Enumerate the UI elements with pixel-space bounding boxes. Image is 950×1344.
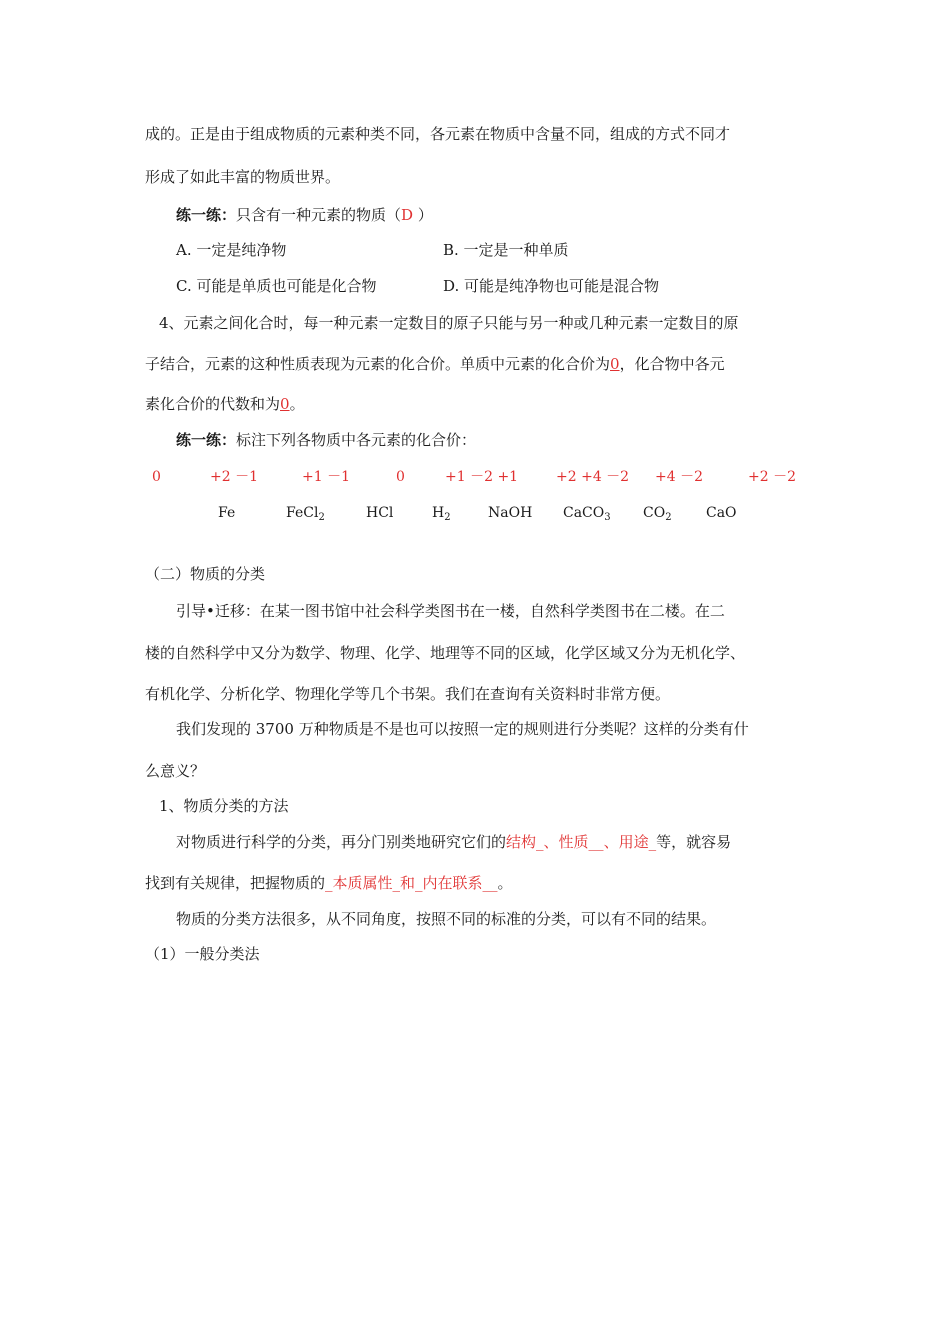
formula-naoh bbox=[488, 503, 532, 523]
formula-text: Fe bbox=[218, 505, 236, 521]
sub-heading-general-classification: （1）一般分类法 bbox=[145, 945, 260, 963]
formula-subscript: 2 bbox=[318, 512, 325, 523]
formula-subscript: 2 bbox=[444, 512, 451, 523]
separator: 、 bbox=[543, 833, 559, 851]
formula-cao bbox=[706, 503, 737, 523]
formula-text: CaCO bbox=[563, 505, 605, 521]
point-4-line-2-end: ，化合物中各元 bbox=[619, 355, 725, 373]
practice-2-instruction bbox=[176, 430, 476, 450]
method-line-1-text: 对物质进行科学的分类，再分门别类地研究它们的 bbox=[176, 833, 507, 851]
formula-hcl bbox=[366, 503, 393, 523]
method-line-2-text: 找到有关规律，把握物质的 bbox=[145, 874, 326, 892]
point-4-line-3-text: 素化合价的代数和为 bbox=[145, 395, 281, 413]
question-line-2: 么意义？ bbox=[145, 762, 206, 780]
point-4-line-2 bbox=[145, 354, 725, 374]
valence-co2: +4 －2 bbox=[655, 469, 703, 485]
valence-fecl2: +2 －1 bbox=[210, 469, 258, 485]
practice-1-question bbox=[176, 205, 433, 225]
practice-1-question-text: 只含有一种元素的物质（ bbox=[236, 206, 402, 224]
blank-essence: _本质属性_和_内在联系__ bbox=[325, 874, 498, 892]
point-4-line-3 bbox=[145, 394, 305, 414]
guide-line-2: 楼的自然科学中又分为数学、物理、化学、地理等不同的区域，化学区域又分为无机化学、 bbox=[145, 644, 746, 662]
point-4-blank-2: 0 bbox=[280, 395, 290, 413]
practice-label: 练一练： bbox=[176, 206, 237, 224]
practice-label: 练一练： bbox=[176, 431, 237, 449]
guide-line-1: 引导•迁移：在某一图书馆中社会科学类图书在一楼，自然科学类图书在二楼。在二 bbox=[176, 602, 725, 620]
formula-text: FeCl bbox=[286, 505, 319, 521]
formula-subscript: 3 bbox=[604, 512, 611, 523]
method-line-1-end: 等，就容易 bbox=[656, 833, 732, 851]
formula-text: CaO bbox=[706, 505, 737, 521]
valence-hcl: +1 －1 bbox=[302, 469, 350, 485]
formula-fecl2 bbox=[286, 503, 325, 528]
intro-line-2: 形成了如此丰富的物质世界。 bbox=[145, 168, 341, 186]
method-line-2 bbox=[145, 873, 513, 893]
point-4-blank-1: 0 bbox=[610, 355, 620, 373]
blank-use: 用途_ bbox=[618, 833, 657, 851]
valence-cao: +2 －2 bbox=[748, 469, 796, 485]
valence-fe: 0 bbox=[152, 469, 161, 485]
formula-fe bbox=[218, 503, 235, 523]
formula-caco3 bbox=[563, 503, 611, 528]
option-b: B. 一定是一种单质 bbox=[443, 241, 569, 259]
classification-note: 物质的分类方法很多，从不同角度，按照不同的标准的分类，可以有不同的结果。 bbox=[176, 910, 717, 928]
section-2-heading: （二）物质的分类 bbox=[145, 565, 266, 583]
practice-1-question-end: ） bbox=[413, 206, 433, 224]
intro-line-1: 成的。正是由于组成物质的元素种类不同，各元素在物质中含量不同，组成的方式不同才 bbox=[145, 125, 731, 143]
valence-caco3: +2 +4 －2 bbox=[556, 469, 630, 485]
guide-line-3: 有机化学、分析化学、物理化学等几个书架。我们在查询有关资料时非常方便。 bbox=[145, 685, 671, 703]
point-4-line-2-text: 子结合，元素的这种性质表现为元素的化合价。单质中元素的化合价为 bbox=[145, 355, 611, 373]
formula-text: H bbox=[432, 505, 445, 521]
blank-property: 性质__ bbox=[558, 833, 604, 851]
formula-co2 bbox=[643, 503, 672, 528]
point-4-line-1: 4、元素之间化合时，每一种元素一定数目的原子只能与另一种或几种元素一定数目的原 bbox=[159, 314, 739, 332]
blank-structure: 结构_ bbox=[506, 833, 544, 851]
question-line-1: 我们发现的 3700 万种物质是不是也可以按照一定的规则进行分类呢？这样的分类有什 bbox=[176, 720, 749, 738]
formula-h2 bbox=[432, 503, 451, 528]
formula-text: CO bbox=[643, 505, 666, 521]
separator: 、 bbox=[603, 833, 619, 851]
formula-subscript: 2 bbox=[665, 512, 672, 523]
method-line-2-end: 。 bbox=[497, 874, 513, 892]
point-4-line-3-end: 。 bbox=[289, 395, 305, 413]
practice-1-answer: D bbox=[401, 206, 414, 224]
practice-2-text: 标注下列各物质中各元素的化合价： bbox=[236, 431, 477, 449]
formula-text: HCl bbox=[366, 505, 394, 521]
option-d: D. 可能是纯净物也可能是混合物 bbox=[443, 277, 660, 295]
method-line-1 bbox=[176, 832, 731, 852]
option-c: C. 可能是单质也可能是化合物 bbox=[176, 277, 377, 295]
formula-text: NaOH bbox=[488, 505, 533, 521]
valence-h2: 0 bbox=[396, 469, 405, 485]
method-heading: 1、物质分类的方法 bbox=[159, 797, 289, 815]
valence-naoh: +1 －2 +1 bbox=[445, 469, 519, 485]
option-a: A. 一定是纯净物 bbox=[176, 241, 287, 259]
